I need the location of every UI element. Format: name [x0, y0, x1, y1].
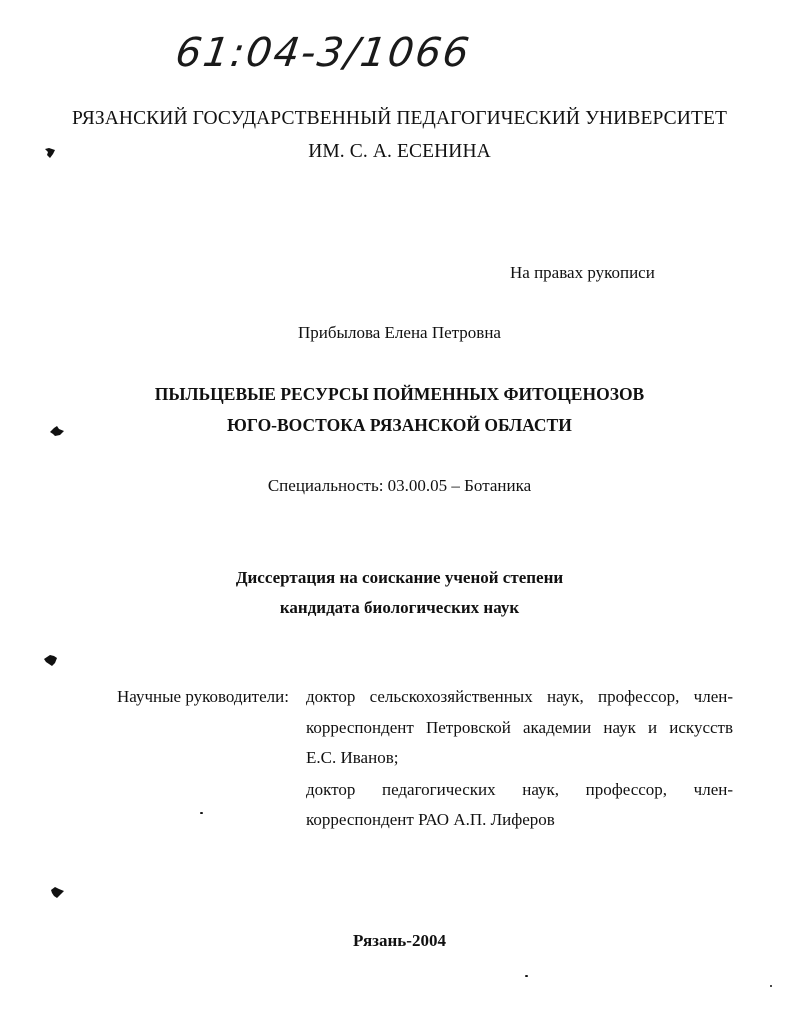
author-name: Прибылова Елена Петровна	[298, 323, 501, 342]
dissertation-degree-line-1: Диссертация на соискание ученой степени	[235, 568, 564, 587]
thesis-title-line-2: ЮГО-ВОСТОКА РЯЗАНСКОЙ ОБЛАСТИ	[227, 415, 572, 435]
scan-speck	[770, 985, 772, 987]
scan-speck	[525, 975, 528, 977]
dissertation-degree-line-2: кандидата биологических наук	[279, 598, 520, 617]
supervisor-1-name: Е.С. Иванов;	[306, 748, 399, 767]
university-name: РЯЗАНСКИЙ ГОСУДАРСТВЕННЫЙ ПЕДАГОГИЧЕСКИЙ УНИВЕРСИТЕТ	[72, 108, 727, 129]
archive-number: 61:04-3/1066	[172, 30, 474, 76]
scan-mark-icon	[50, 886, 64, 898]
city-year: Рязань-2004	[353, 931, 446, 950]
scan-mark-icon	[44, 654, 58, 666]
supervisor-2-line-1: доктор педагогических наук, профессор, член-	[306, 780, 733, 799]
supervisor-2-line-2: корреспондент РАО А.П. Лиферов	[306, 810, 555, 829]
supervisor-1-line-2: корреспондент Петровской академии наук и искусств	[306, 718, 733, 737]
scan-mark-icon	[50, 424, 64, 435]
supervisors-label: Научные руководители:	[117, 687, 289, 706]
supervisor-1-line-1: доктор сельскохозяйственных наук, профессор, член-	[306, 687, 733, 706]
manuscript-rights: На правах рукописи	[510, 263, 655, 282]
specialty: Специальность: 03.00.05 – Ботаника	[267, 476, 532, 495]
university-named-after: ИМ. С. А. ЕСЕНИНА	[308, 141, 491, 162]
scan-mark-icon	[44, 146, 56, 158]
thesis-title-line-1: ПЫЛЬЦЕВЫЕ РЕСУРСЫ ПОЙМЕННЫХ ФИТОЦЕНОЗОВ	[154, 384, 645, 404]
scan-speck	[200, 812, 203, 814]
